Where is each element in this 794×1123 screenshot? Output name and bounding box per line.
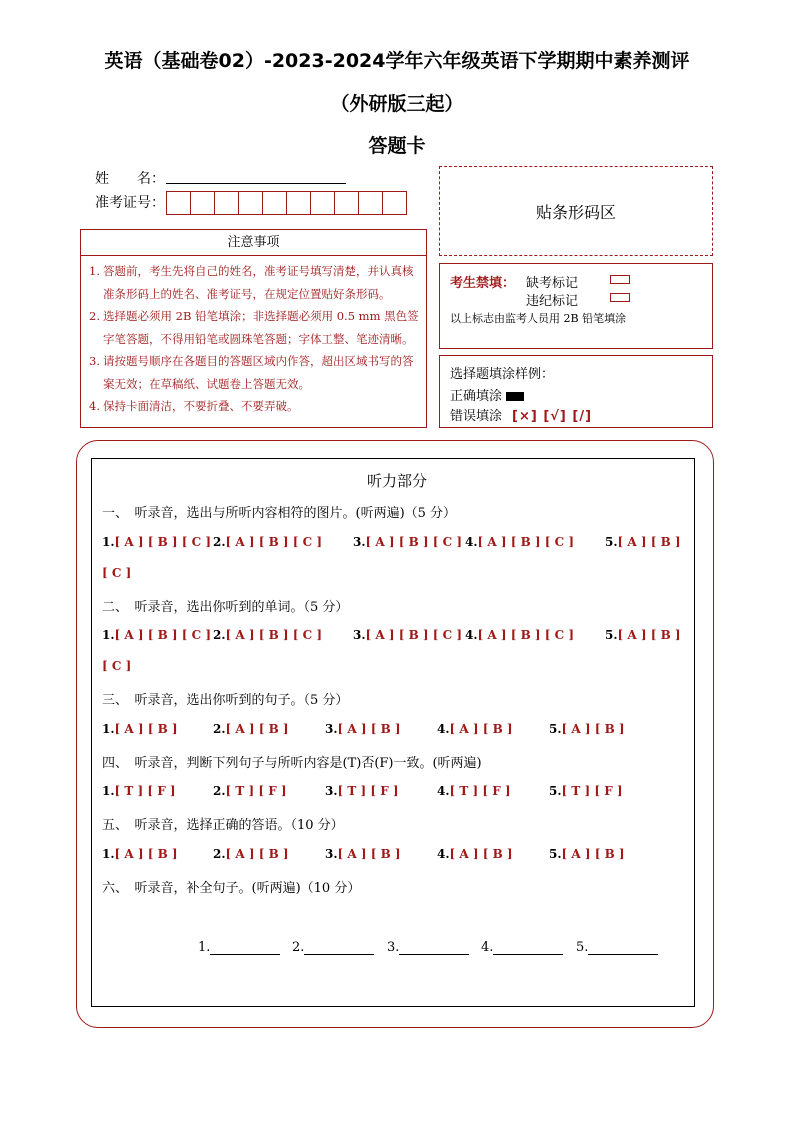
- q3-5-options[interactable]: 5.[ A ] [ B ]: [549, 722, 625, 736]
- section-1-heading: 一、 听录音，选出与所听内容相符的图片。(听两遍)（5 分）: [102, 506, 457, 521]
- section-5-heading: 五、 听录音，选择正确的答语。（10 分）: [102, 818, 344, 833]
- q1-3-options[interactable]: 3.[ A ] [ B ] [ C ]: [353, 535, 463, 549]
- id-digit-box[interactable]: [166, 191, 191, 215]
- notes-panel: [80, 229, 427, 428]
- examiner-only-box: [439, 263, 713, 349]
- q6-3-blank[interactable]: 3.: [387, 940, 469, 955]
- section-3-heading: 三、 听录音，选出你听到的句子。（5 分）: [102, 693, 349, 708]
- q3-1-options[interactable]: 1.[ A ] [ B ]: [102, 722, 178, 736]
- section-4-heading: 四、 听录音，判断下列句子与所听内容是(T)否(F)一致。(听两遍): [102, 756, 482, 771]
- id-digit-box[interactable]: [262, 191, 287, 215]
- name-field[interactable]: [166, 183, 346, 184]
- section-2-heading: 二、 听录音，选出你听到的单词。（5 分）: [102, 600, 349, 615]
- q6-2-blank[interactable]: 2.: [292, 940, 374, 955]
- wrong-fill-row: [450, 405, 592, 424]
- id-digit-box[interactable]: [286, 191, 311, 215]
- wrong-fill-marks: [×] [√] [/]: [512, 409, 593, 424]
- q4-3-options[interactable]: 3.[ T ] [ F ]: [325, 784, 399, 798]
- id-digit-box[interactable]: [190, 191, 215, 215]
- id-digit-box[interactable]: [214, 191, 239, 215]
- q6-1-blank[interactable]: 1.: [198, 940, 280, 955]
- q5-3-options[interactable]: 3.[ A ] [ B ]: [325, 847, 401, 861]
- id-digit-box[interactable]: [310, 191, 335, 215]
- q4-5-options[interactable]: 5.[ T ] [ F ]: [549, 784, 623, 798]
- q2-5-options[interactable]: 5.[ A ] [ B ]: [605, 628, 681, 642]
- q6-4-blank[interactable]: 4.: [481, 940, 563, 955]
- id-label: 准考证号：: [95, 195, 165, 211]
- q1-5-options[interactable]: 5.[ A ] [ B ]: [605, 535, 681, 549]
- note-number: 1.: [89, 264, 100, 278]
- note-number: 3.: [89, 354, 100, 368]
- q2-3-options[interactable]: 3.[ A ] [ B ] [ C ]: [353, 628, 463, 642]
- barcode-area: [439, 166, 713, 256]
- q2-1-options[interactable]: 1.[ A ] [ B ] [ C ]: [102, 628, 212, 642]
- note-number: 4.: [89, 399, 100, 413]
- filled-block-icon: [506, 392, 524, 401]
- note-text: 保持卡面清洁，不要折叠、不要弄破。: [103, 399, 299, 413]
- forbid-label: 考生禁填：: [450, 276, 516, 291]
- correct-fill-label: 正确填涂: [450, 389, 503, 404]
- page-title: 英语（基础卷02）-2023-2024学年六年级英语下学期期中素养测评: [104, 50, 690, 72]
- q1-5-option-c[interactable]: [ C ]: [102, 566, 132, 580]
- answer-sheet-title: 答题卡: [368, 135, 426, 157]
- sample-title: 选择题填涂样例：: [450, 367, 555, 382]
- forbid-hint: 以上标志由监考人员用 2B 铅笔填涂: [450, 312, 627, 325]
- q1-2-options[interactable]: 2.[ A ] [ B ] [ C ]: [213, 535, 323, 549]
- notes-title: 注意事项: [81, 230, 426, 256]
- note-item: [89, 305, 420, 350]
- q4-2-options[interactable]: 2.[ T ] [ F ]: [213, 784, 287, 798]
- id-number-boxes[interactable]: [166, 191, 407, 215]
- q5-4-options[interactable]: 4.[ A ] [ B ]: [437, 847, 513, 861]
- listening-title: 听力部分: [366, 472, 427, 490]
- q1-1-options[interactable]: 1.[ A ] [ B ] [ C ]: [102, 535, 212, 549]
- fill-sample-box: [439, 355, 713, 428]
- q5-2-options[interactable]: 2.[ A ] [ B ]: [213, 847, 289, 861]
- barcode-label: 贴条形码区: [535, 202, 616, 222]
- name-label: 姓 名：: [95, 171, 165, 187]
- q3-4-options[interactable]: 4.[ A ] [ B ]: [437, 722, 513, 736]
- wrong-fill-label: 错误填涂: [450, 409, 503, 424]
- note-text: 选择题必须用 2B 铅笔填涂；非选择题必须用 0.5 mm 黑色签字笔答题，不得用铅笔或圆珠笔答题；字体工整、笔迹清晰。: [103, 309, 419, 346]
- q3-2-options[interactable]: 2.[ A ] [ B ]: [213, 722, 289, 736]
- q1-4-options[interactable]: 4.[ A ] [ B ] [ C ]: [465, 535, 575, 549]
- id-digit-box[interactable]: [358, 191, 383, 215]
- note-item: [89, 350, 420, 395]
- q2-4-options[interactable]: 4.[ A ] [ B ] [ C ]: [465, 628, 575, 642]
- violation-mark-box[interactable]: [610, 293, 630, 302]
- q5-5-options[interactable]: 5.[ A ] [ B ]: [549, 847, 625, 861]
- note-text: 答题前，考生先将自己的姓名，准考证号填写清楚，并认真核准条形码上的姓名、准考证号，在规定位置贴好条形码。: [103, 264, 414, 301]
- q2-2-options[interactable]: 2.[ A ] [ B ] [ C ]: [213, 628, 323, 642]
- q6-5-blank[interactable]: 5.: [576, 940, 658, 955]
- q5-1-options[interactable]: 1.[ A ] [ B ]: [102, 847, 178, 861]
- note-item: [89, 395, 420, 418]
- note-item: [89, 260, 420, 305]
- id-digit-box[interactable]: [382, 191, 407, 215]
- q4-4-options[interactable]: 4.[ T ] [ F ]: [437, 784, 511, 798]
- note-number: 2.: [89, 309, 100, 323]
- id-digit-box[interactable]: [334, 191, 359, 215]
- violation-mark-label: 违纪标记: [526, 294, 579, 309]
- q4-1-options[interactable]: 1.[ T ] [ F ]: [102, 784, 176, 798]
- missing-mark-box[interactable]: [610, 275, 630, 284]
- note-text: 请按题号顺序在各题目的答题区域内作答，超出区域书写的答案无效；在草稿纸、试题卷上答题无效。: [103, 354, 414, 391]
- id-digit-box[interactable]: [238, 191, 263, 215]
- correct-fill-row: [450, 385, 524, 404]
- section-6-heading: 六、 听录音，补全句子。(听两遍)（10 分）: [102, 881, 361, 896]
- q3-3-options[interactable]: 3.[ A ] [ B ]: [325, 722, 401, 736]
- page-subtitle: （外研版三起）: [330, 93, 464, 115]
- missing-mark-label: 缺考标记: [526, 276, 579, 291]
- q2-5-option-c[interactable]: [ C ]: [102, 659, 132, 673]
